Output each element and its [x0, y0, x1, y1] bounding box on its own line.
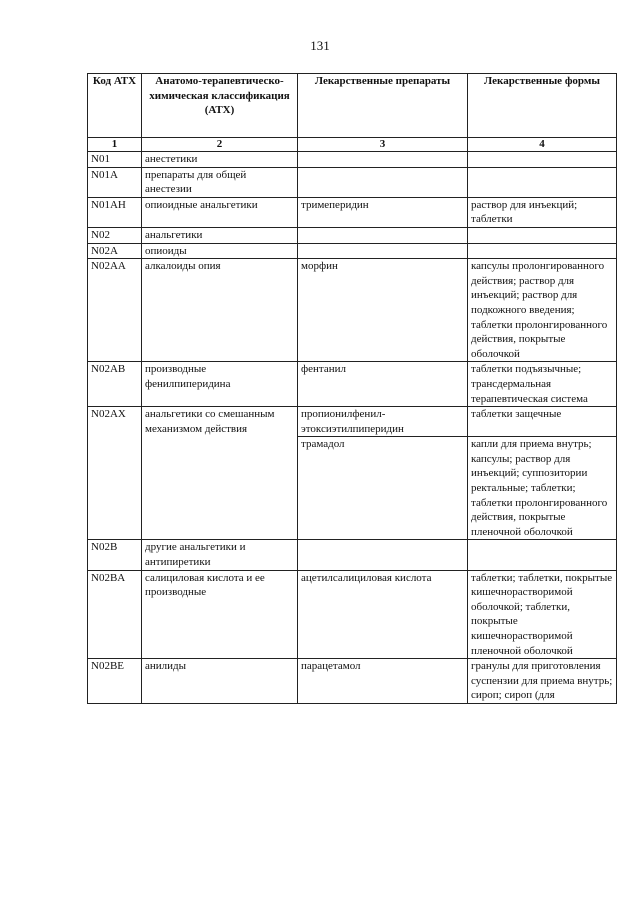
drug-name — [298, 152, 468, 168]
atx-class: анальгетики со смешанным механизмом действия — [142, 407, 298, 540]
atx-code: N01 — [88, 152, 142, 168]
dosage-forms: капли для приема внутрь; капсулы; раствор для инъекций; суппозитории ректальные; таблетки; таблетки пролонгированного действия, покрытые пленочной оболочкой — [468, 437, 617, 540]
dosage-forms: таблетки защечные — [468, 407, 617, 437]
dosage-forms: таблетки; таблетки, покрытые кишечнорастворимой оболочкой; таблетки, покрытые кишечнорастворимой пленочной оболочкой — [468, 570, 617, 659]
header-row — [88, 74, 617, 138]
dosage-forms — [468, 227, 617, 243]
table-row — [88, 167, 617, 197]
table-row — [88, 243, 617, 259]
column-number-row — [88, 138, 617, 152]
table-row — [88, 540, 617, 570]
drug-name: ацетилсалициловая кислота — [298, 570, 468, 659]
table-row — [88, 152, 617, 168]
dosage-forms — [468, 540, 617, 570]
atx-class: опиоидные анальгетики — [142, 197, 298, 227]
drug-name: парацетамол — [298, 659, 468, 704]
atx-class: производные фенилпиперидина — [142, 362, 298, 407]
drug-name: пропионилфенил-этоксиэтилпиперидин — [298, 407, 468, 437]
column-number: 4 — [468, 138, 617, 152]
table-row — [88, 197, 617, 227]
atx-code: N02BE — [88, 659, 142, 704]
dosage-forms: таблетки подъязычные; трансдермальная терапевтическая система — [468, 362, 617, 407]
header-drugs: Лекарственные препараты — [298, 74, 468, 138]
atx-code: N02AA — [88, 259, 142, 362]
atx-code: N02 — [88, 227, 142, 243]
atx-class: другие анальгетики и антипиретики — [142, 540, 298, 570]
atx-code: N02AB — [88, 362, 142, 407]
atx-code: N02BA — [88, 570, 142, 659]
drug-name: морфин — [298, 259, 468, 362]
drug-name — [298, 540, 468, 570]
header-classification: Анатомо-терапевтическо-химическая классификация (АТХ) — [142, 74, 298, 138]
page-number: 131 — [310, 38, 330, 53]
column-number: 2 — [142, 138, 298, 152]
atx-code: N01AH — [88, 197, 142, 227]
table-row — [88, 227, 617, 243]
column-number: 1 — [88, 138, 142, 152]
drug-name — [298, 243, 468, 259]
column-number: 3 — [298, 138, 468, 152]
dosage-forms — [468, 152, 617, 168]
atx-class: препараты для общей анестезии — [142, 167, 298, 197]
atx-class: опиоиды — [142, 243, 298, 259]
atx-class: анестетики — [142, 152, 298, 168]
atx-code: N02A — [88, 243, 142, 259]
atx-class: анилиды — [142, 659, 298, 704]
drug-name: тримеперидин — [298, 197, 468, 227]
atx-code: N02AX — [88, 407, 142, 540]
drug-name: фентанил — [298, 362, 468, 407]
atx-code: N02B — [88, 540, 142, 570]
header-code: Код АТХ — [88, 74, 142, 138]
atx-class: анальгетики — [142, 227, 298, 243]
drug-name — [298, 167, 468, 197]
header-forms: Лекарственные формы — [468, 74, 617, 138]
dosage-forms: гранулы для приготовления суспензии для приема внутрь; сироп; сироп (для — [468, 659, 617, 704]
table-row — [88, 362, 617, 407]
table-row — [88, 570, 617, 659]
atx-class: алкалоиды опия — [142, 259, 298, 362]
dosage-forms: капсулы пролонгированного действия; раствор для инъекций; раствор для подкожного введения; таблетки пролонгированного действия, покрытые оболочкой — [468, 259, 617, 362]
table-row — [88, 259, 617, 362]
drug-name: трамадол — [298, 437, 468, 540]
atx-table — [87, 73, 617, 704]
table-row — [88, 659, 617, 704]
atx-class: салициловая кислота и ее производные — [142, 570, 298, 659]
dosage-forms — [468, 167, 617, 197]
table-row — [88, 407, 617, 437]
atx-code: N01A — [88, 167, 142, 197]
dosage-forms — [468, 243, 617, 259]
dosage-forms: раствор для инъекций; таблетки — [468, 197, 617, 227]
drug-name — [298, 227, 468, 243]
